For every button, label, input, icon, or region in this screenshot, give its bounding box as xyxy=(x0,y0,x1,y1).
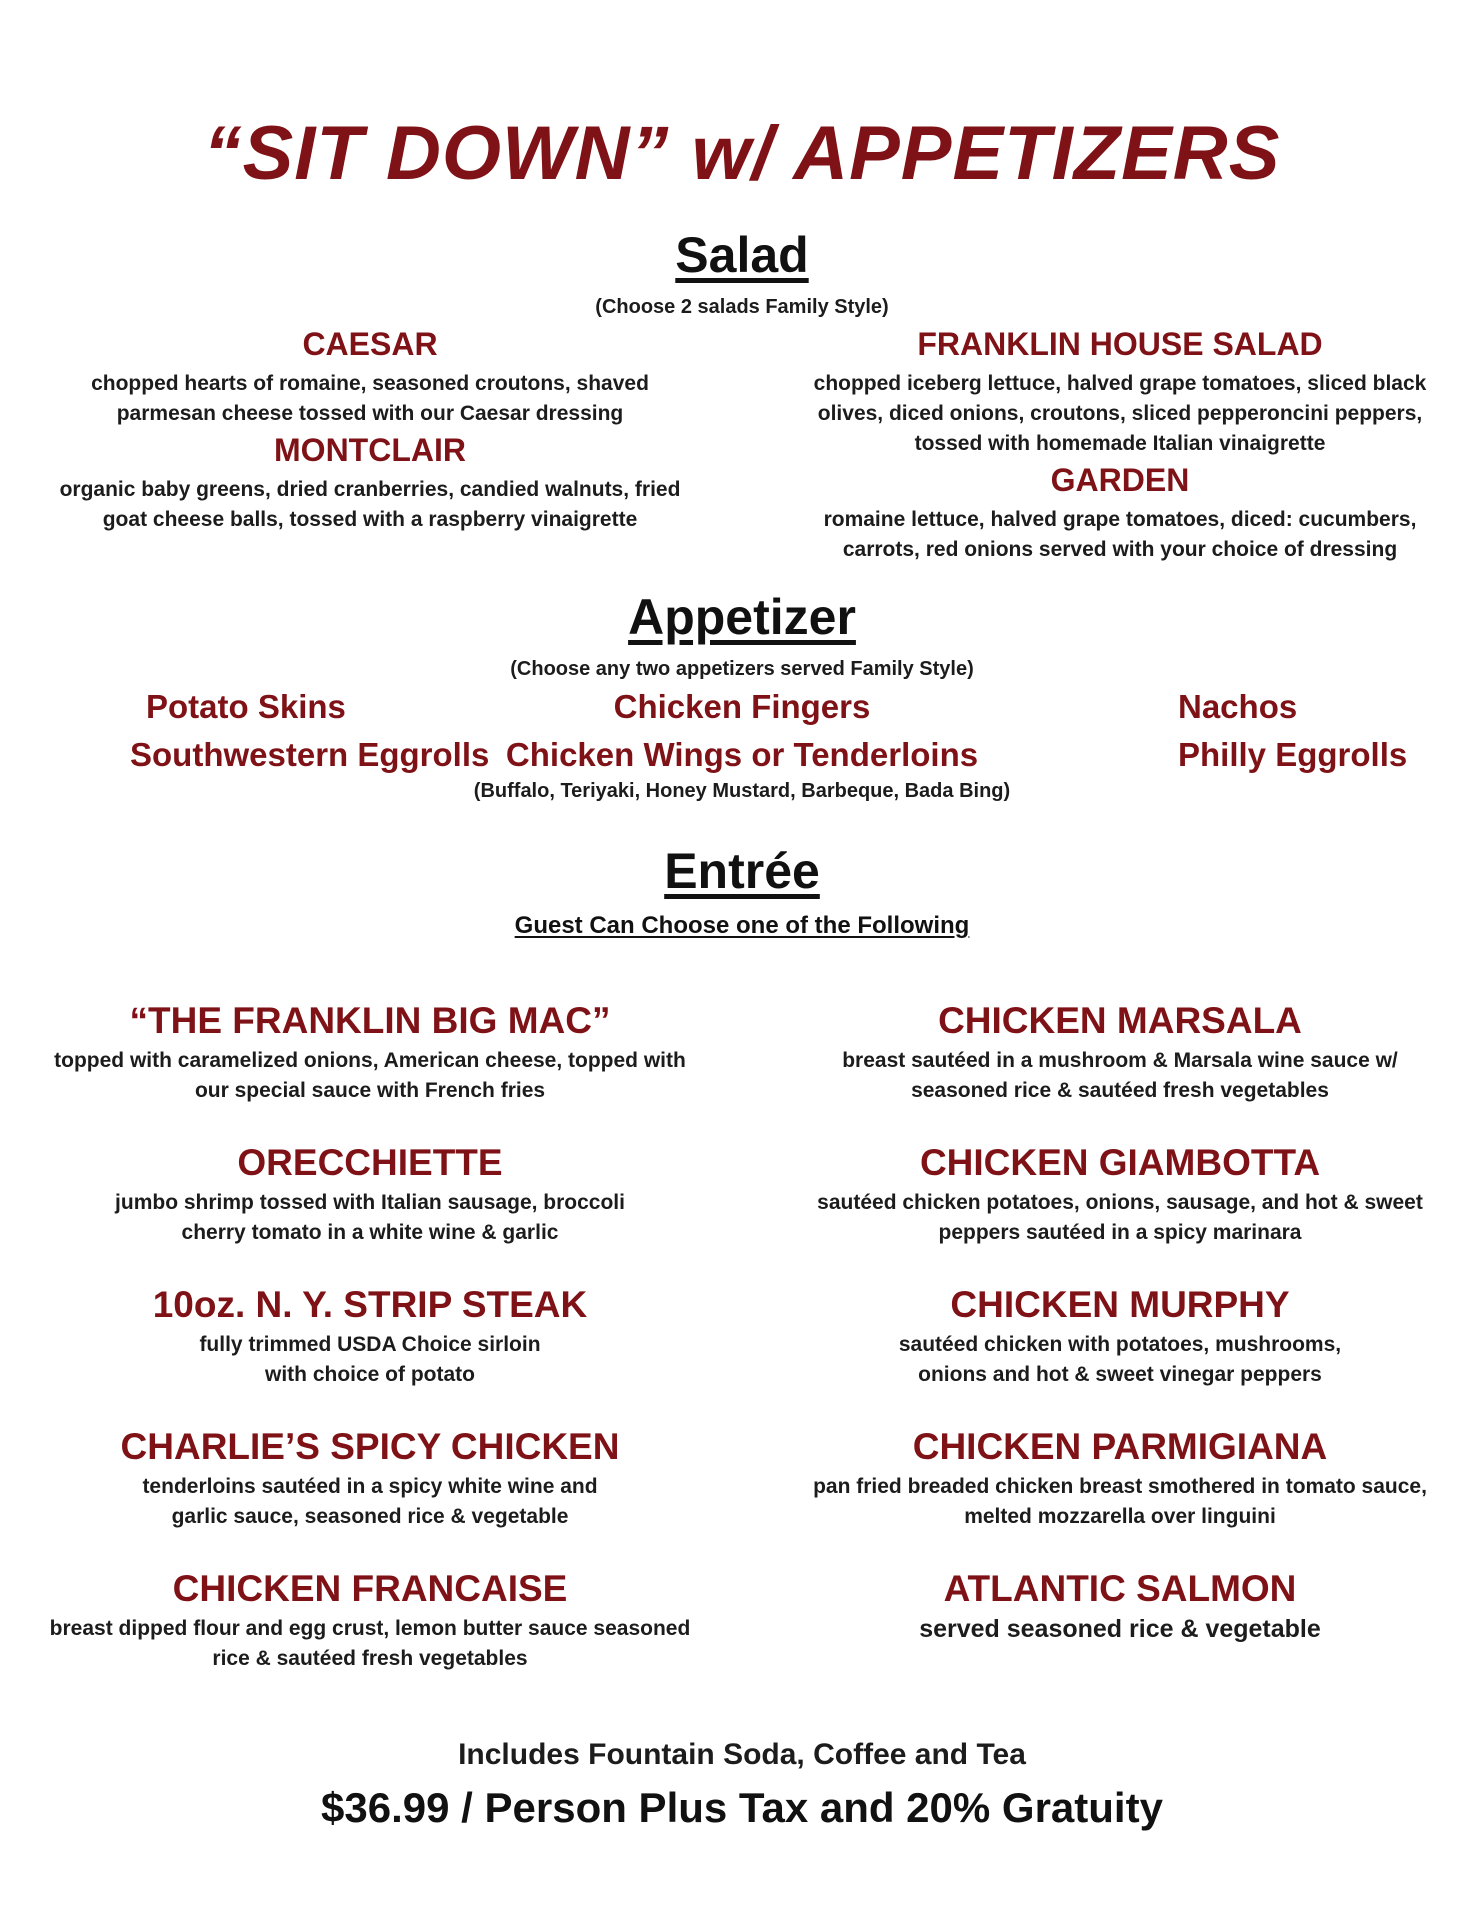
salad-desc: olives, diced onions, croutons, sliced pepperoncini peppers, xyxy=(817,402,1423,425)
entree-item xyxy=(40,1284,700,1390)
menu-title: “SIT DOWN” w/ APPETIZERS xyxy=(203,111,1281,196)
entree-item xyxy=(40,1142,700,1248)
entree-desc: melted mozzarella over linguini xyxy=(964,1505,1276,1528)
entree-name: 10oz. N. Y. STRIP STEAK xyxy=(152,1284,588,1325)
appetizer-item: Chicken Fingers xyxy=(613,688,871,725)
appetizer-item: Nachos xyxy=(1178,688,1298,725)
entree-name: CHICKEN GIAMBOTTA xyxy=(919,1142,1321,1183)
entree-item xyxy=(790,1142,1450,1248)
entree-desc: breast sautéed in a mushroom & Marsala wine sauce w/ xyxy=(842,1049,1398,1072)
appetizer-heading: Appetizer xyxy=(628,589,856,645)
appetizer-sauces: (Buffalo, Teriyaki, Honey Mustard, Barbeque, Bada Bing) xyxy=(473,780,1011,802)
entree-name: “THE FRANKLIN BIG MAC” xyxy=(129,1000,611,1041)
entree-name: CHICKEN FRANCAISE xyxy=(172,1568,568,1609)
salad-desc: chopped iceberg lettuce, halved grape tomatoes, sliced black xyxy=(813,372,1427,395)
entree-name: ATLANTIC SALMON xyxy=(943,1568,1297,1609)
salad-desc: chopped hearts of romaine, seasoned croutons, shaved xyxy=(91,372,649,395)
entree-desc: onions and hot & sweet vinegar peppers xyxy=(918,1363,1322,1386)
entree-desc: rice & sautéed fresh vegetables xyxy=(212,1647,528,1670)
entree-note: Guest Can Choose one of the Following xyxy=(514,912,970,939)
entree-item xyxy=(40,1000,700,1106)
entree-desc: seasoned rice & sautéed fresh vegetables xyxy=(911,1079,1329,1102)
entree-item xyxy=(790,1426,1450,1532)
entree-item xyxy=(40,1568,700,1674)
appetizer-item: Philly Eggrolls xyxy=(1178,736,1408,773)
entree-desc: tenderloins sautéed in a spicy white wine and xyxy=(142,1475,598,1498)
entree-name: CHARLIE’S SPICY CHICKEN xyxy=(120,1426,620,1467)
salad-item-franklin-house xyxy=(790,326,1450,459)
entree-name: CHICKEN PARMIGIANA xyxy=(912,1426,1328,1467)
salad-name: GARDEN xyxy=(1050,462,1190,498)
appetizer-item: Southwestern Eggrolls xyxy=(130,736,490,773)
entree-desc: topped with caramelized onions, American cheese, topped with xyxy=(54,1049,686,1072)
salad-note: (Choose 2 salads Family Style) xyxy=(595,296,889,318)
salad-desc: parmesan cheese tossed with our Caesar dressing xyxy=(116,402,624,425)
salad-name: MONTCLAIR xyxy=(274,432,466,468)
salad-desc: goat cheese balls, tossed with a raspberry vinaigrette xyxy=(102,508,638,531)
entree-desc: our special sauce with French fries xyxy=(194,1079,546,1102)
entree-desc: sautéed chicken with potatoes, mushrooms, xyxy=(898,1333,1342,1356)
entree-item xyxy=(790,1568,1450,1644)
entree-desc: sautéed chicken potatoes, onions, sausage, and hot & sweet xyxy=(817,1191,1423,1214)
entree-desc: with choice of potato xyxy=(265,1363,475,1386)
entree-desc: peppers sautéed in a spicy marinara xyxy=(938,1221,1302,1244)
salad-desc: carrots, red onions served with your choice of dressing xyxy=(842,538,1398,561)
entree-item xyxy=(40,1426,700,1532)
appetizer-note: (Choose any two appetizers served Family Style) xyxy=(510,658,974,680)
entree-name: ORECCHIETTE xyxy=(237,1142,503,1183)
entree-desc: cherry tomato in a white wine & garlic xyxy=(181,1221,559,1244)
entree-desc: breast dipped flour and egg crust, lemon butter sauce seasoned xyxy=(49,1617,691,1640)
salad-desc: organic baby greens, dried cranberries, candied walnuts, fried xyxy=(59,478,681,501)
entree-desc: jumbo shrimp tossed with Italian sausage, broccoli xyxy=(115,1191,625,1214)
includes-note: Includes Fountain Soda, Coffee and Tea xyxy=(458,1738,1026,1771)
price-line: $36.99 / Person Plus Tax and 20% Gratuity xyxy=(321,1784,1163,1831)
appetizer-item: Chicken Wings or Tenderloins xyxy=(505,736,979,773)
entree-item xyxy=(790,1000,1450,1106)
salad-name: CAESAR xyxy=(302,326,438,362)
salad-name: FRANKLIN HOUSE SALAD xyxy=(917,326,1323,362)
entree-item xyxy=(790,1284,1450,1390)
entree-name: CHICKEN MARSALA xyxy=(938,1000,1302,1041)
salad-item-montclair xyxy=(40,432,700,535)
entree-name: CHICKEN MURPHY xyxy=(950,1284,1290,1325)
salad-item-caesar xyxy=(40,326,700,429)
salad-heading: Salad xyxy=(675,227,809,283)
entree-heading: Entrée xyxy=(664,843,820,899)
entree-desc: served seasoned rice & vegetable xyxy=(919,1615,1321,1643)
appetizer-item: Potato Skins xyxy=(146,688,346,725)
entree-desc: fully trimmed USDA Choice sirloin xyxy=(199,1333,541,1356)
salad-item-garden xyxy=(790,462,1450,565)
salad-desc: romaine lettuce, halved grape tomatoes, diced: cucumbers, xyxy=(823,508,1417,531)
entree-desc: pan fried breaded chicken breast smothered in tomato sauce, xyxy=(813,1475,1427,1498)
entree-desc: garlic sauce, seasoned rice & vegetable xyxy=(171,1505,569,1528)
salad-desc: tossed with homemade Italian vinaigrette xyxy=(914,432,1326,455)
